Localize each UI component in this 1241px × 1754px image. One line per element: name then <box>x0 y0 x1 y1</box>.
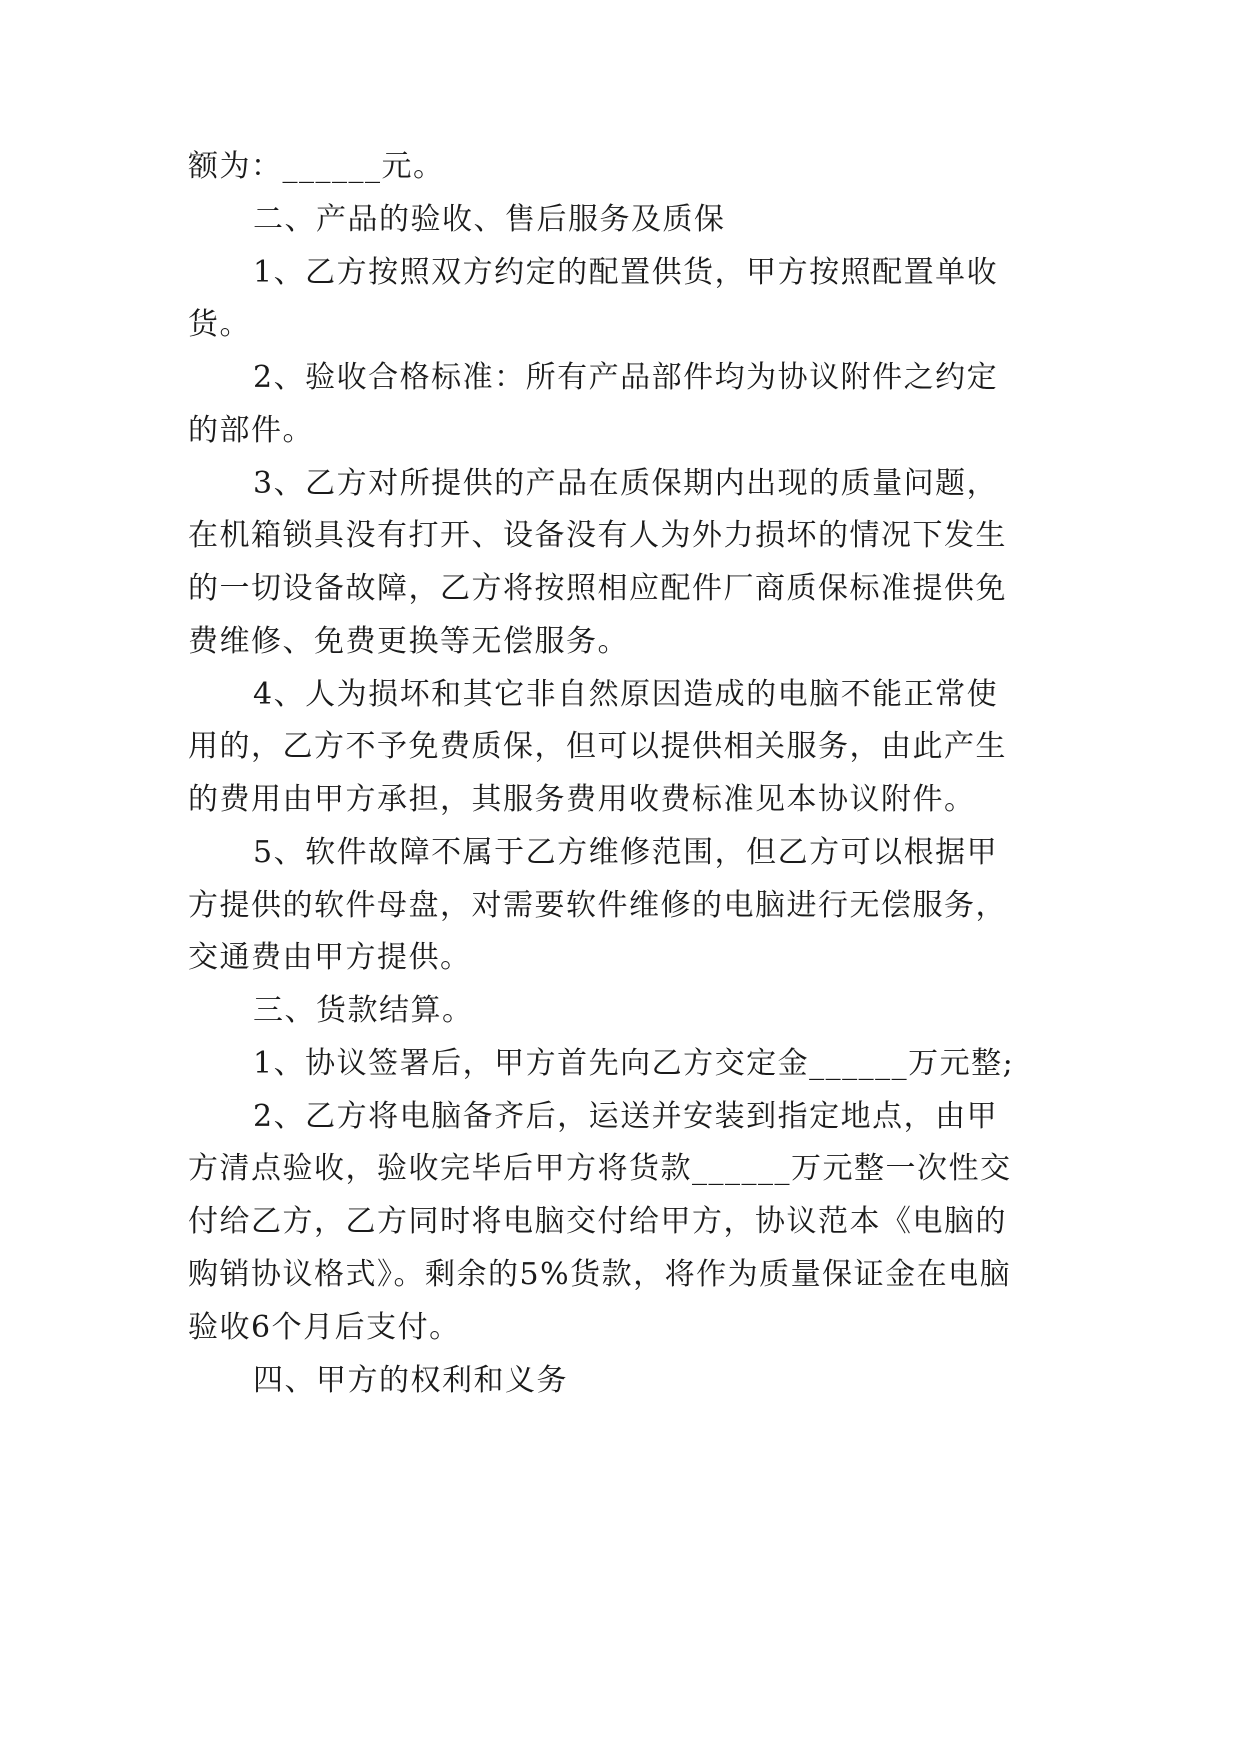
text-line: 交通费由甲方提供。 <box>188 940 472 975</box>
text-line: 方提供的软件母盘，对需要软件维修的电脑进行无偿服务， <box>188 888 1007 923</box>
text-line: 的一切设备故障，乙方将按照相应配件厂商质保标准提供免 <box>188 571 1007 606</box>
text-line: 3、乙方对所提供的产品在质保期内出现的质量问题， <box>253 466 999 501</box>
section-heading: 四、甲方的权利和义务 <box>253 1363 568 1398</box>
text-line: 验收6个月后支付。 <box>188 1310 461 1345</box>
text-line: 的部件。 <box>188 413 314 448</box>
section-heading: 三、货款结算。 <box>253 993 474 1028</box>
text-line: 1、乙方按照双方约定的配置供货，甲方按照配置单收 <box>253 255 999 290</box>
text-line: 2、乙方将电脑备齐后，运送并安装到指定地点，由甲 <box>253 1099 999 1134</box>
text-line: 费维修、免费更换等无偿服务。 <box>188 624 629 659</box>
text-line: 4、人为损坏和其它非自然原因造成的电脑不能正常使 <box>253 677 999 712</box>
section-heading: 二、产品的验收、售后服务及质保 <box>253 202 726 237</box>
text-line: 5、软件故障不属于乙方维修范围，但乙方可以根据甲 <box>253 835 999 870</box>
text-line: 2、验收合格标准：所有产品部件均为协议附件之约定 <box>253 360 999 395</box>
text-line: 用的，乙方不予免费质保，但可以提供相关服务，由此产生 <box>188 729 1007 764</box>
text-line: 的费用由甲方承担，其服务费用收费标准见本协议附件。 <box>188 782 976 817</box>
text-line: 方清点验收，验收完毕后甲方将货款______万元整一次性交 <box>188 1151 1012 1186</box>
text-line: 购销协议格式》。剩余的5%货款，将作为质量保证金在电脑 <box>188 1257 1012 1292</box>
text-line: 额为：______元。 <box>188 149 445 184</box>
text-line: 在机箱锁具没有打开、设备没有人为外力损坏的情况下发生 <box>188 518 1007 553</box>
text-line: 付给乙方，乙方同时将电脑交付给甲方，协议范本《电脑的 <box>188 1204 1007 1239</box>
text-line: 1、协议签署后，甲方首先向乙方交定金______万元整; <box>253 1046 1015 1081</box>
text-line: 货。 <box>188 307 251 342</box>
